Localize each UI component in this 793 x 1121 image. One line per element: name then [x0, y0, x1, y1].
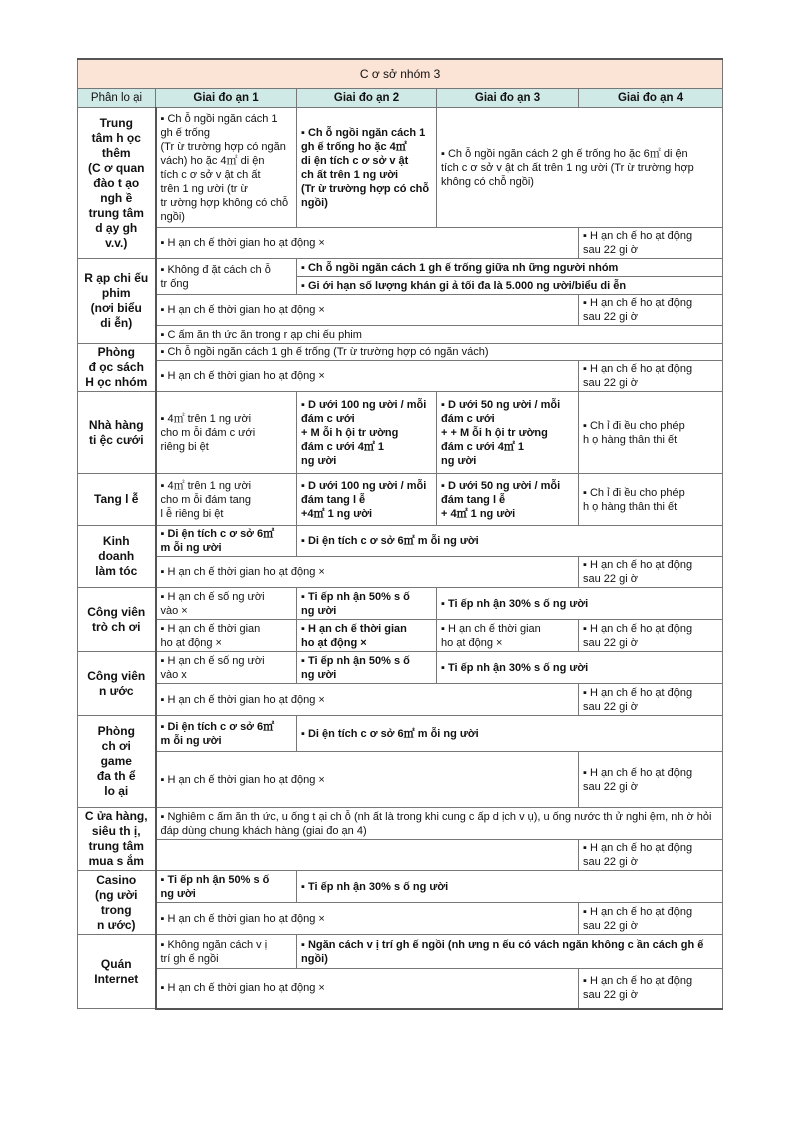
- rule-cell: ▪ 4㎡ trên 1 ng ười cho m ỗi đám c ưới riêng bi ệt: [156, 392, 297, 474]
- category-cell: Phòng ch ơi game đa th ể lo ại: [78, 716, 156, 808]
- table-row: [78, 557, 723, 588]
- rule-cell: ▪ H ạn ch ế thời gian ho ạt động ×: [156, 684, 579, 716]
- rule-cell: ▪ Ti ếp nh ận 50% s ố ng ười: [297, 588, 437, 620]
- phase-header-row: [78, 89, 723, 108]
- table-row: [78, 716, 723, 752]
- table-row: [78, 903, 723, 935]
- category-cell: R ạp chi ếu phim (nơi biểu di ễn): [78, 259, 156, 344]
- table-row: [78, 344, 723, 361]
- rule-cell: ▪ H ạn ch ế thời gian ho ạt động ×: [437, 620, 579, 652]
- rule-cell: ▪ H ạn ch ế thời gian ho ạt động ×: [156, 228, 579, 259]
- rule-cell: ▪ H ạn ch ế ho ạt động sau 22 gi ờ: [579, 684, 723, 716]
- rule-cell: ▪ D ưới 50 ng ười / mỗi đám tang l ễ + 4㎡ 1 ng ười: [437, 474, 579, 526]
- category-cell: Nhà hàng ti ệc cưới: [78, 392, 156, 474]
- table-row: [78, 620, 723, 652]
- rule-cell: ▪ H ạn ch ế thời gian ho ạt động ×: [156, 903, 579, 935]
- rule-cell: ▪ Ti ếp nh ận 30% s ố ng ười: [297, 871, 723, 903]
- table-row: [78, 752, 723, 808]
- table-row: [78, 840, 723, 871]
- column-header-phase-2: Giai đo ạn 2: [297, 89, 437, 108]
- rule-cell: ▪ Ti ếp nh ận 50% s ố ng ười: [156, 871, 297, 903]
- rule-cell: ▪ H ạn ch ế số ng ười vào ×: [156, 588, 297, 620]
- rule-cell: ▪ Di ện tích c ơ sở 6㎡ m ỗi ng ười: [156, 716, 297, 752]
- table-row: [78, 259, 723, 277]
- facility-rules-table: [77, 58, 723, 1010]
- table-row: [78, 392, 723, 474]
- column-header-phase-3: Giai đo ạn 3: [437, 89, 579, 108]
- table-row: [78, 526, 723, 557]
- rule-cell: ▪ H ạn ch ế ho ạt động sau 22 gi ờ: [579, 228, 723, 259]
- rule-cell: ▪ D ưới 100 ng ười / mỗi đám tang l ễ +4㎡ 1 ng ười: [297, 474, 437, 526]
- rule-cell: ▪ Ch ỉ đi ều cho phép h ọ hàng thân thi ết: [579, 474, 723, 526]
- rule-cell: ▪ Ch ỗ ngồi ngăn cách 1 gh ế trống giữa nh ững người nhóm: [297, 259, 723, 277]
- category-cell: Kinh doanh làm tóc: [78, 526, 156, 588]
- rule-cell: [156, 840, 579, 871]
- rule-cell: ▪ H ạn ch ế ho ạt động sau 22 gi ờ: [579, 620, 723, 652]
- rule-cell: ▪ H ạn ch ế thời gian ho ạt động ×: [156, 557, 579, 588]
- rule-cell: ▪ C ấm ăn th ức ăn trong r ạp chi ếu phim: [156, 326, 723, 344]
- category-cell: Công viên trò ch ơi: [78, 588, 156, 652]
- column-header-category: Phân lo ại: [78, 89, 156, 108]
- rule-cell: ▪ Ti ếp nh ận 30% s ố ng ười: [437, 588, 723, 620]
- rule-cell: ▪ Không đ ặt cách ch ỗ tr ống: [156, 259, 297, 295]
- rule-cell: ▪ Ch ỉ đi ều cho phép h ọ hàng thân thi ết: [579, 392, 723, 474]
- table-title-row: [78, 59, 723, 89]
- rule-cell: ▪ Ti ếp nh ận 50% s ố ng ười: [297, 652, 437, 684]
- table-row: [78, 808, 723, 840]
- table-row: [78, 871, 723, 903]
- rule-cell: ▪ H ạn ch ế ho ạt động sau 22 gi ờ: [579, 361, 723, 392]
- category-cell: Quán Internet: [78, 935, 156, 1009]
- rule-cell: ▪ D ưới 100 ng ười / mỗi đám c ưới + M ỗi h ội tr ường đám c ưới 4㎡ 1 ng ười: [297, 392, 437, 474]
- rule-cell: ▪ H ạn ch ế thời gian ho ạt động ×: [156, 295, 579, 326]
- table-row: [78, 361, 723, 392]
- table-row: [78, 108, 723, 228]
- rule-cell: ▪ H ạn ch ế ho ạt động sau 22 gi ờ: [579, 752, 723, 808]
- rule-cell: ▪ H ạn ch ế thời gian ho ạt động ×: [156, 361, 579, 392]
- table-row: [78, 474, 723, 526]
- rule-cell: ▪ H ạn ch ế ho ạt động sau 22 gi ờ: [579, 903, 723, 935]
- rule-cell: ▪ H ạn ch ế ho ạt động sau 22 gi ờ: [579, 295, 723, 326]
- column-header-phase-4: Giai đo ạn 4: [579, 89, 723, 108]
- rule-cell: ▪ Ch ỗ ngồi ngăn cách 1 gh ế trống (Tr ừ trường hợp có ngăn vách) ho ặc 4㎡ di ện tích c ơ sở v ật ch ất trên 1 ng ười (tr ừ tr ường hợp không có chỗ ngồi): [156, 108, 297, 228]
- table-row: [78, 295, 723, 326]
- table-row: [78, 684, 723, 716]
- table-row: [78, 935, 723, 969]
- table-row: [78, 969, 723, 1009]
- rule-cell: ▪ Nghiêm c ấm ăn th ức, u ống t ại ch ỗ (nh ất là trong khi cung c ấp d ịch v ụ), u ống nước th ử nghi ệm, nh ờ hỏi đáp dùng chung khách hàng (giai đo ạn 4): [156, 808, 723, 840]
- table-row: [78, 652, 723, 684]
- rule-cell: ▪ Di ện tích c ơ sở 6㎡ m ỗi ng ười: [156, 526, 297, 557]
- category-cell: C ửa hàng, siêu th ị, trung tâm mua s ắm: [78, 808, 156, 871]
- category-cell: Tang l ễ: [78, 474, 156, 526]
- table-row: [78, 228, 723, 259]
- rule-cell: ▪ Không ngăn cách v ị trí gh ế ngồi: [156, 935, 297, 969]
- rule-cell: ▪ Ngăn cách v ị trí gh ế ngồi (nh ưng n ếu có vách ngăn không c ần cách gh ế ngồi): [297, 935, 723, 969]
- rule-cell: ▪ H ạn ch ế số ng ười vào x: [156, 652, 297, 684]
- rule-cell: ▪ Gi ới hạn số lượng khán gi ả tối đa là 5.000 ng ười/biểu di ễn: [297, 277, 723, 295]
- rule-cell: ▪ H ạn ch ế thời gian ho ạt động ×: [297, 620, 437, 652]
- category-cell: Casino (ng ười trong n ước): [78, 871, 156, 935]
- table-row: [78, 326, 723, 344]
- table-title: C ơ sở nhóm 3: [78, 59, 723, 89]
- rule-cell: ▪ Ti ếp nh ận 30% s ố ng ười: [437, 652, 723, 684]
- rule-cell: ▪ H ạn ch ế ho ạt động sau 22 gi ờ: [579, 557, 723, 588]
- table-row: [78, 588, 723, 620]
- rule-cell: ▪ H ạn ch ế thời gian ho ạt động ×: [156, 969, 579, 1009]
- rule-cell: ▪ 4㎡ trên 1 ng ười cho m ỗi đám tang l ễ riêng bi ệt: [156, 474, 297, 526]
- rule-cell: ▪ Ch ỗ ngồi ngăn cách 1 gh ế trống ho ặc 4㎡ di ện tích c ơ sở v ật ch ất trên 1 ng ười (Tr ừ trường hợp có chỗ ngồi): [297, 108, 437, 228]
- rule-cell: ▪ H ạn ch ế ho ạt động sau 22 gi ờ: [579, 969, 723, 1009]
- rule-cell: ▪ Ch ỗ ngồi ngăn cách 2 gh ế trống ho ặc 6㎡ di ện tích c ơ sở v ật ch ất trên 1 ng ười (Tr ừ trường hợp không có chỗ ngồi): [437, 108, 723, 228]
- category-cell: Công viên n ước: [78, 652, 156, 716]
- category-cell: Trung tâm h ọc thêm (C ơ quan đào t ạo ngh ề trung tâm d ạy gh v.v.): [78, 108, 156, 259]
- column-header-phase-1: Giai đo ạn 1: [156, 89, 297, 108]
- category-cell: Phòng đ ọc sách H ọc nhóm: [78, 344, 156, 392]
- rule-cell: ▪ Ch ỗ ngồi ngăn cách 1 gh ế trống (Tr ừ trường hợp có ngăn vách): [156, 344, 723, 361]
- rule-cell: ▪ Di ện tích c ơ sở 6㎡ m ỗi ng ười: [297, 526, 723, 557]
- rule-cell: ▪ H ạn ch ế ho ạt động sau 22 gi ờ: [579, 840, 723, 871]
- rule-cell: ▪ H ạn ch ế thời gian ho ạt động ×: [156, 620, 297, 652]
- rule-cell: ▪ Di ện tích c ơ sở 6㎡ m ỗi ng ười: [297, 716, 723, 752]
- rule-cell: ▪ H ạn ch ế thời gian ho ạt động ×: [156, 752, 579, 808]
- rule-cell: ▪ D ưới 50 ng ười / mỗi đám c ưới + + M ỗi h ội tr ường đám c ưới 4㎡ 1 ng ười: [437, 392, 579, 474]
